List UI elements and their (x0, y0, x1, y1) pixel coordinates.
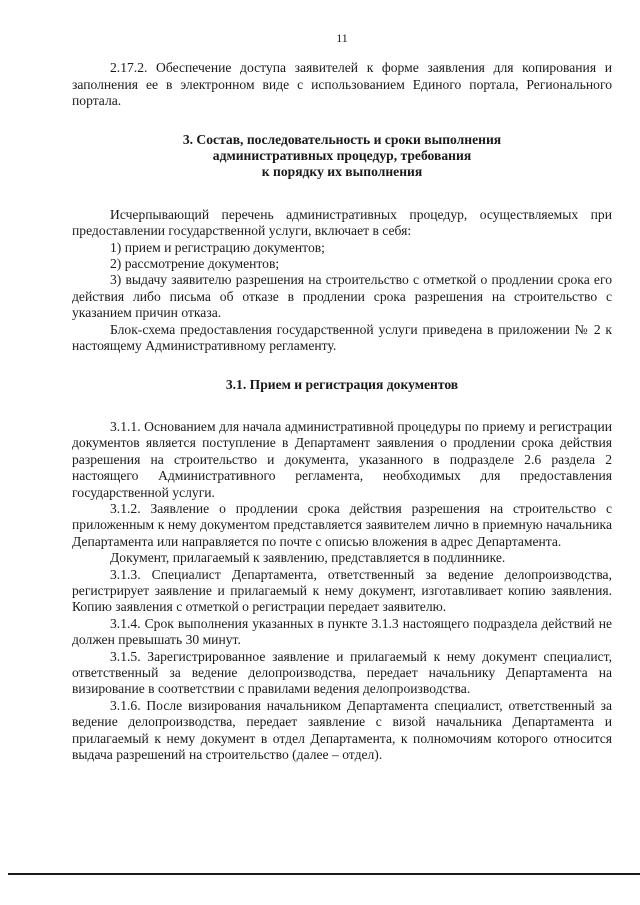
page-number: 11 (336, 31, 348, 45)
section-3-heading-line-1: 3. Состав, последовательность и сроки выполнения (182, 131, 502, 147)
section-3-intro: Исчерпывающий перечень административных процедур, осуществляемых при предоставлении государственной услуги, включает в себя: (72, 206, 612, 239)
block-scheme-paragraph: Блок-схема предоставления государственной услуги приведена в приложении № 2 к настоящему Административному регламенту. (72, 321, 612, 354)
document-page (72, 30, 612, 763)
paragraph-3-1-1: 3.1.1. Основанием для начала административной процедуры по приему и регистрации документов является поступление в Департамент заявления о продлении срока действия разрешения на строительство и документа, указанного в подразделе 2.6 раздела 2 настоящего Административного регламента, необходимых для предоставления государственной услуги. (72, 418, 612, 500)
section-3-heading (72, 132, 612, 181)
paragraph-3-1-4: 3.1.4. Срок выполнения указанных в пункте 3.1.3 настоящего подраздела действий не должен превышать 30 минут. (72, 615, 612, 648)
section-3-heading-line-3: к порядку их выполнения (261, 164, 423, 180)
paragraph-original-document: Документ, прилагаемый к заявлению, представляется в подлиннике. (110, 550, 506, 566)
list-item: 1) прием и регистрацию документов; (110, 239, 325, 255)
list-item: 2) рассмотрение документов; (110, 256, 280, 272)
paragraph-3-1-2: 3.1.2. Заявление о продлении срока действия разрешения на строительство с приложенным к нему документом представляется заявителем лично в приемную начальника Департамента или направляется по почте с описью вложения в адрес Департамента. (72, 500, 612, 549)
paragraph-3-1-3: 3.1.3. Специалист Департамента, ответственный за ведение делопроизводства, регистрирует заявление и прилагаемый к нему документ, изготавливает копию заявления. Копию заявления с отметкой о регистрации передает заявителю. (72, 566, 612, 615)
paragraph-3-1-5: 3.1.5. Зарегистрированное заявление и прилагаемый к нему документ специалист, ответственный за ведение делопроизводства, передает начальнику Департамента на визирование в соответствии с правилами ведения делопроизводства. (72, 648, 612, 697)
paragraph-2-17-2: 2.17.2. Обеспечение доступа заявителей к форме заявления для копирования и заполнения ее в электронном виде с использованием Единого портала, Регионального портала. (72, 60, 612, 109)
bottom-rule (8, 873, 640, 875)
section-3-heading-line-2: административных процедур, требования (212, 148, 472, 164)
paragraph-3-1-6: 3.1.6. После визирования начальником Департамента специалист, ответственный за ведение делопроизводства, передает заявление с визой начальника Департамента и прилагаемый к нему документ в отдел Департамента, к полномочиям которого относится выдача разрешений на строительство (далее – отдел). (72, 697, 612, 763)
section-3-1-heading: 3.1. Прием и регистрация документов (225, 376, 459, 392)
list-item: 3) выдачу заявителю разрешения на строительство с отметкой о продлении срока его действия либо письма об отказе в продлении срока разрешения на строительство с указанием причин отказа. (72, 272, 612, 321)
